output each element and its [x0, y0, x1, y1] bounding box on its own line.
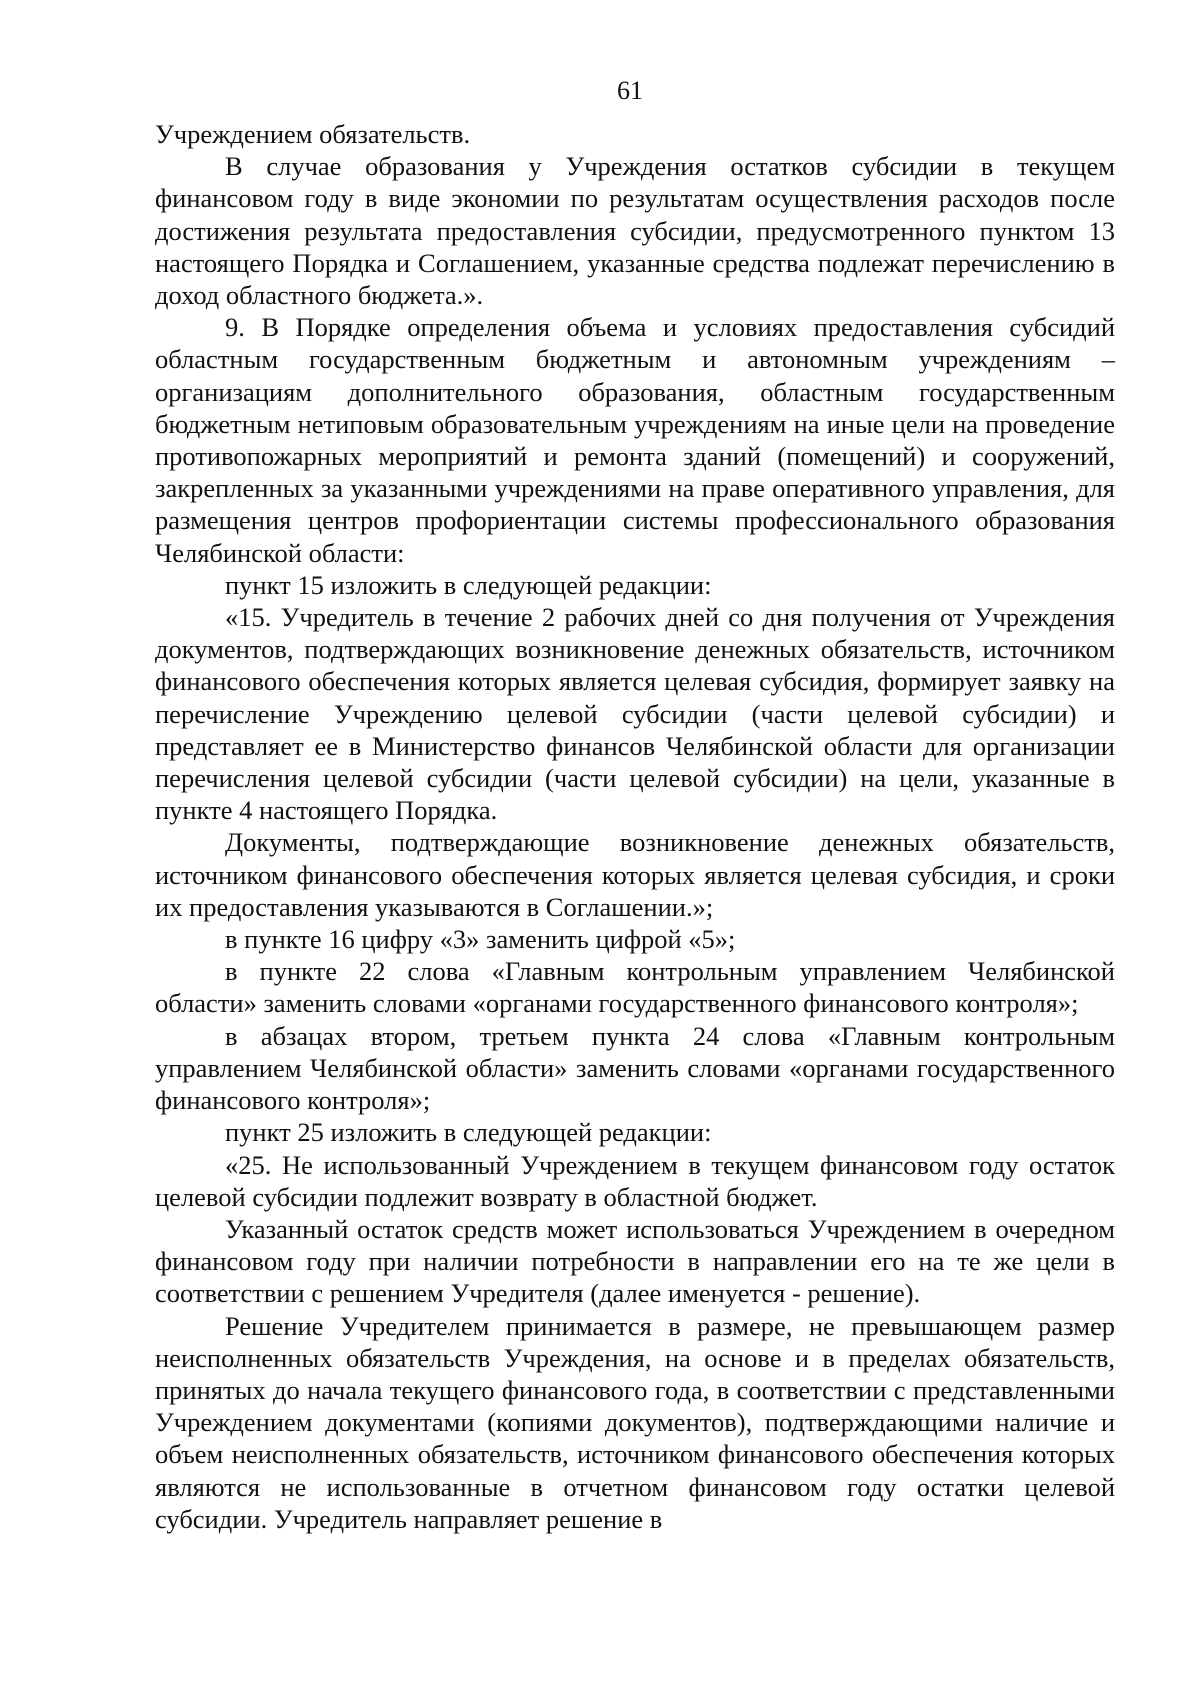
- paragraph: Решение Учредителем принимается в размере, не превышающем размер неисполненных обязательств Учреждения, на основе и в пределах обязательств, принятых до начала текущего финансового года, в соответствии с представленными Учреждением документами (копиями документов), подтверждающими наличие и объем неисполненных обязательств, источником финансового обеспечения которых являются не использованные в отчетном финансовом году остатки целевой субсидии. Учредитель направляет решение в: [155, 1310, 1115, 1534]
- paragraph: пункт 25 изложить в следующей редакции:: [225, 1117, 712, 1148]
- page-number: 61: [617, 76, 643, 105]
- paragraph: Учреждением обязательств.: [155, 119, 471, 149]
- paragraph: Документы, подтверждающие возникновение денежных обязательств, источником финансового обеспечения которых является целевая субсидия, и сроки их предоставления указываются в Соглашении.»;: [155, 827, 1115, 922]
- paragraph: в пункте 16 цифру «3» заменить цифрой «5»;: [225, 924, 736, 955]
- paragraph: пункт 15 изложить в следующей редакции:: [225, 569, 712, 600]
- paragraph: «25. Не использованный Учреждением в текущем финансовом году остаток целевой субсидии подлежит возврату в областной бюджет.: [155, 1149, 1115, 1212]
- document-body: [155, 118, 1115, 1535]
- paragraph: «15. Учредитель в течение 2 рабочих дней со дня получения от Учреждения документов, подтверждающих возникновение денежных обязательств, источником финансового обеспечения которых является целевая субсидия, формирует заявку на перечисление Учреждению целевой субсидии (части целевой субсидии) и представляет ее в Министерство финансов Челябинской области для организации перечисления целевой субсидии (части целевой субсидии) на цели, указанные в пункте 4 настоящего Порядка.: [155, 602, 1115, 826]
- paragraph: в пункте 22 слова «Главным контрольным управлением Челябинской области» заменить словами «органами государственного финансового контроля»;: [155, 956, 1115, 1019]
- paragraph: Указанный остаток средств может использоваться Учреждением в очередном финансовом году при наличии потребности в направлении его на те же цели в соответствии с решением Учредителя (далее именуется - решение).: [155, 1213, 1115, 1309]
- paragraph: 9. В Порядке определения объема и условиях предоставления субсидий областным государственным бюджетным и автономным учреждениям – организациям дополнительного образования, областным государственным бюджетным нетиповым образовательным учреждениям на иные цели на проведение противопожарных мероприятий и ремонта зданий (помещений) и сооружений, закрепленных за указанными учреждениями на праве оперативного управления, для размещения центров профориентации системы профессионального образования Челябинской области:: [155, 312, 1115, 568]
- paragraph: в абзацах втором, третьем пункта 24 слова «Главным контрольным управлением Челябинской области» заменить словами «органами государственного финансового контроля»;: [155, 1020, 1115, 1116]
- paragraph: В случае образования у Учреждения остатков субсидии в текущем финансовом году в виде экономии по результатам осуществления расходов после достижения результата предоставления субсидии, предусмотренного пунктом 13 настоящего Порядка и Соглашением, указанные средства подлежат перечислению в доход областного бюджета.».: [155, 151, 1115, 311]
